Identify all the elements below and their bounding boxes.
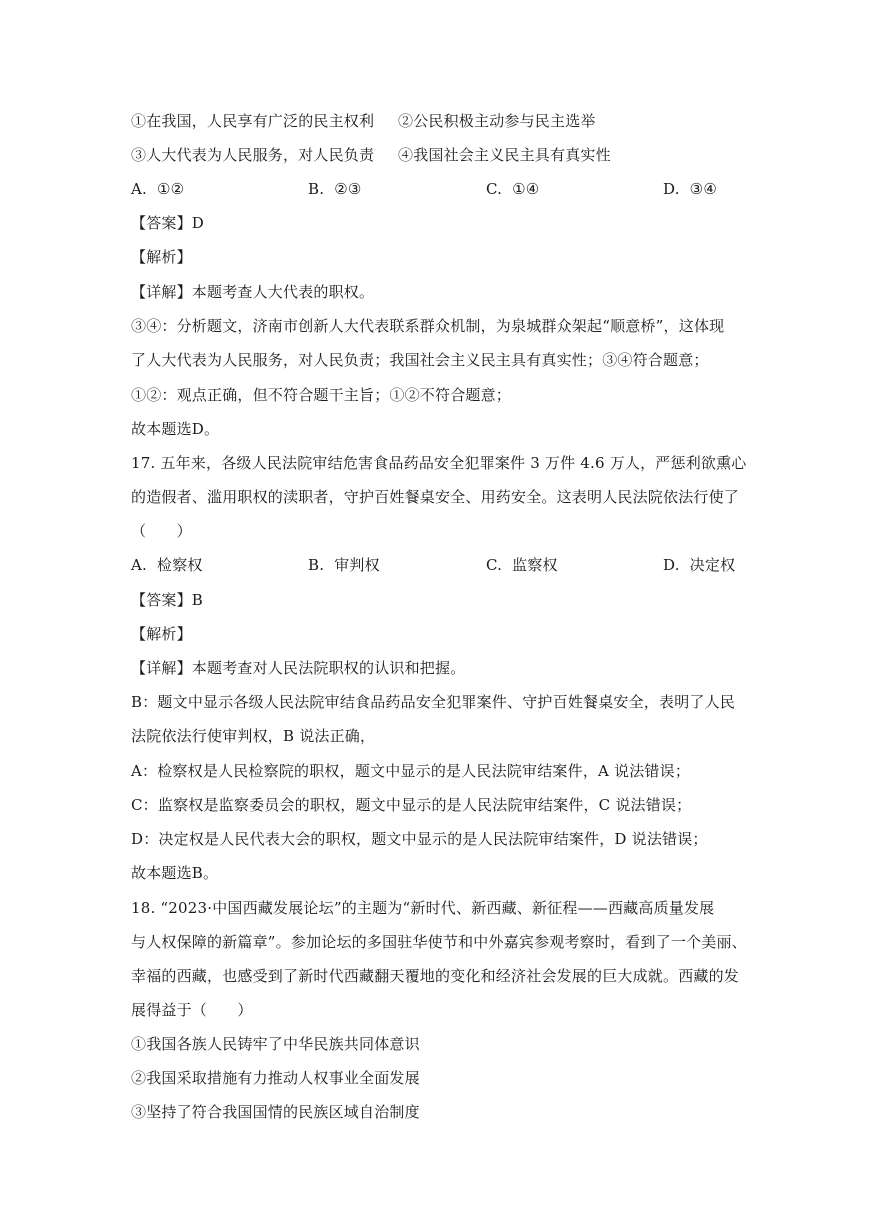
- q17-stem-line: 17. 五年来，各级人民法院审结危害食品药品安全犯罪案件 3 万件 4.6 万人，严惩利欲熏心: [131, 454, 747, 472]
- q17-analysis-heading: 【解析】: [131, 625, 192, 643]
- option-text: ②③: [334, 180, 362, 198]
- q17-explanation-line: 法院依法行使审判权，B 说法正确，: [131, 727, 376, 745]
- q16-detail: 【详解】本题考查人大代表的职权。: [131, 283, 375, 301]
- option-text: 审判权: [334, 556, 380, 574]
- q17-explanation-line: A：检察权是人民检察院的职权，题文中显示的是人民法院审结案件，A 说法错误；: [131, 762, 691, 780]
- q18-stem-line: 展得益于（ ）: [131, 1001, 253, 1019]
- q18-stem-line: 幸福的西藏，也感受到了新时代西藏翻天覆地的变化和经济社会发展的巨大成就。西藏的发: [131, 967, 740, 985]
- q17-explanation-line: D：决定权是人民代表大会的职权，题文中显示的是人民法院审结案件，D 说法错误；: [131, 830, 708, 848]
- q16-analysis-heading: 【解析】: [131, 248, 192, 266]
- q16-statement-1: ①在我国，人民享有广泛的民主权利: [131, 112, 375, 130]
- option-text: 监察权: [512, 556, 558, 574]
- option-label: A.: [131, 180, 148, 198]
- option-text: ①④: [512, 180, 540, 198]
- q17-option-d[interactable]: [663, 554, 735, 576]
- q17-answer-blank: （ ）: [131, 522, 192, 540]
- q16-conclusion: 故本题选D。: [131, 420, 220, 438]
- q16-explanation-line: ③④：分析题文，济南市创新人大代表联系群众机制，为泉城群众架起“顺意桥”，这体现: [131, 317, 725, 335]
- q16-statement-4: ④我国社会主义民主具有真实性: [398, 146, 611, 164]
- option-label: D.: [663, 180, 680, 198]
- q18-statement-2: ②我国采取措施有力推动人权事业全面发展: [131, 1069, 420, 1087]
- q17-conclusion: 故本题选B。: [131, 864, 219, 882]
- option-text: ③④: [689, 180, 717, 198]
- q17-option-c[interactable]: [486, 554, 558, 576]
- q17-explanation-line: C：监察权是监察委员会的职权，题文中显示的是人民法院审结案件，C 说法错误；: [131, 796, 692, 814]
- q16-explanation-line: ①②：观点正确，但不符合题干主旨；①②不符合题意；: [131, 386, 512, 404]
- option-label: D.: [663, 556, 680, 574]
- option-label: C.: [486, 556, 503, 574]
- q17-option-a[interactable]: [131, 554, 203, 576]
- option-text: 决定权: [689, 556, 736, 574]
- q17-detail: 【详解】本题考查对人民法院职权的认识和把握。: [131, 659, 466, 677]
- option-text: ①②: [157, 180, 185, 198]
- q16-explanation-line: 了人大代表为人民服务，对人民负责；我国社会主义民主具有真实性；③④符合题意；: [131, 351, 709, 369]
- q17-answer: 【答案】B: [131, 591, 204, 609]
- option-label: B.: [308, 556, 325, 574]
- q18-stem-line: 与人权保障的新篇章”。参加论坛的多国驻华使节和中外嘉宾参观考察时，看到了一个美丽、: [131, 933, 747, 951]
- q16-answer: 【答案】D: [131, 214, 205, 232]
- q16-option-a[interactable]: [131, 178, 184, 200]
- q17-stem-line: 的造假者、滥用职权的渎职者，守护百姓餐桌安全、用药安全。这表明人民法院依法行使了: [131, 488, 740, 506]
- q17-option-b[interactable]: [308, 554, 380, 576]
- q16-option-d[interactable]: [663, 178, 717, 200]
- option-text: 检察权: [157, 556, 203, 574]
- q18-stem-line: 18. “2023·中国西藏发展论坛”的主题为“新时代、新西藏、新征程——西藏高质量发展: [131, 899, 715, 917]
- q16-option-c[interactable]: [486, 178, 539, 200]
- option-label: A.: [131, 556, 148, 574]
- q16-option-b[interactable]: [308, 178, 362, 200]
- q18-statement-3: ③坚持了符合我国国情的民族区域自治制度: [131, 1103, 420, 1121]
- q18-statement-1: ①我国各族人民铸牢了中华民族共同体意识: [131, 1035, 420, 1053]
- q16-statement-2: ②公民积极主动参与民主选举: [398, 112, 596, 130]
- option-label: C.: [486, 180, 503, 198]
- option-label: B.: [308, 180, 325, 198]
- q17-explanation-line: B：题文中显示各级人民法院审结食品药品安全犯罪案件、守护百姓餐桌安全，表明了人民: [131, 693, 736, 711]
- q16-statement-3: ③人大代表为人民服务，对人民负责: [131, 146, 375, 164]
